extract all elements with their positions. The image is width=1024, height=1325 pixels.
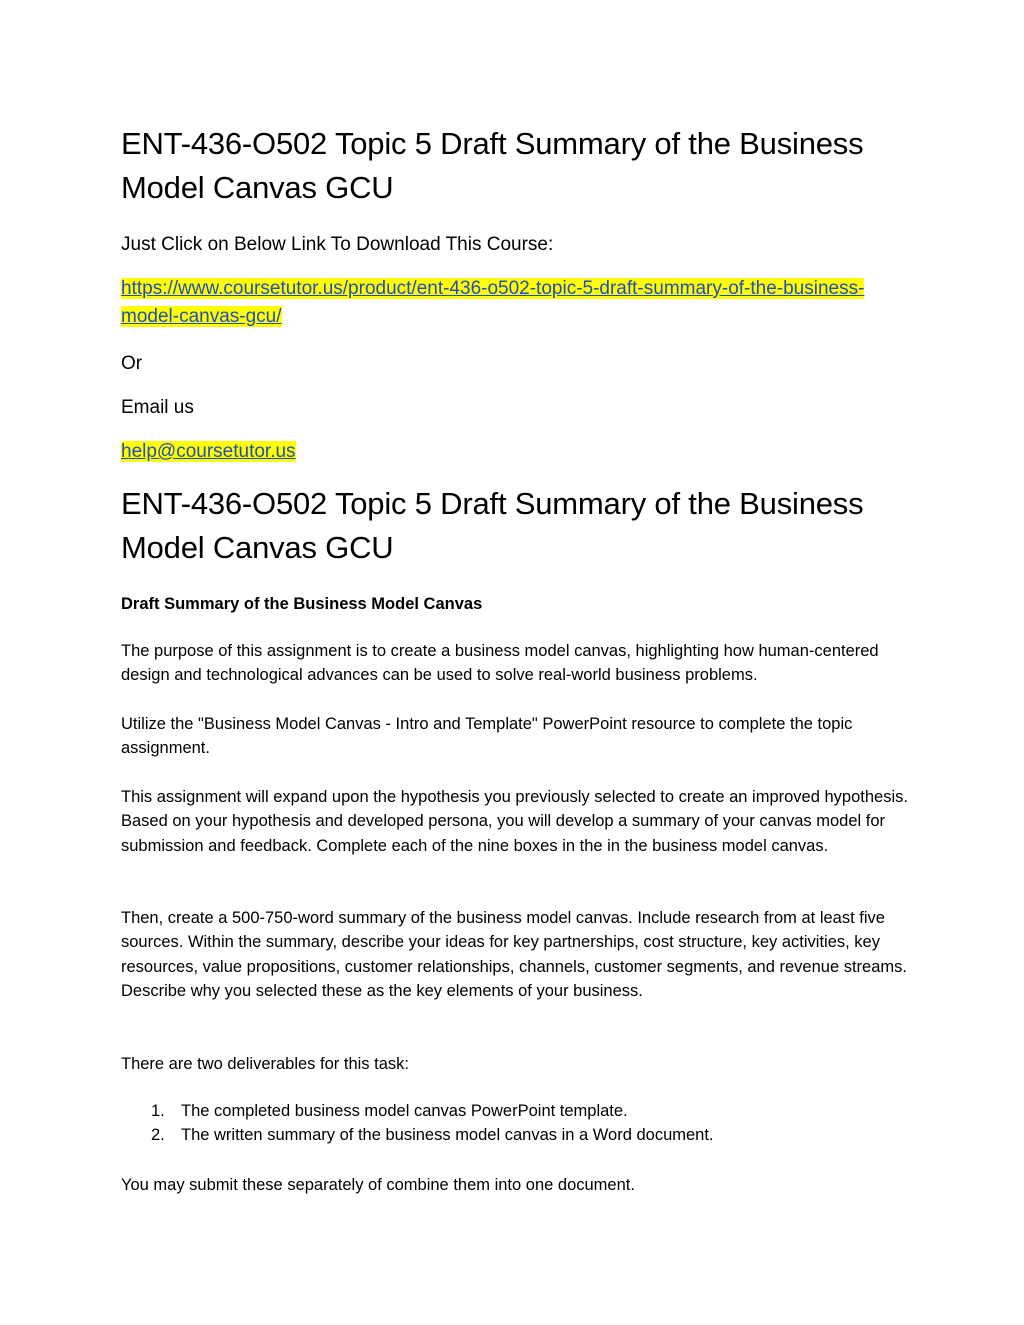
closing-paragraph: You may submit these separately of combine them into one document.: [121, 1176, 635, 1194]
product-link[interactable]: https://www.coursetutor.us/product/ent-436-o502-topic-5-draft-summary-of-the-business-model-canvas-gcu/: [121, 278, 865, 327]
email-label: Email us: [121, 397, 194, 418]
list-item-number: 1.: [151, 1102, 165, 1120]
list-item: [121, 1123, 911, 1147]
or-text: Or: [121, 353, 143, 374]
document-title-repeat: ENT-436-O502 Topic 5 Draft Summary of the Business Model Canvas GCU: [121, 486, 864, 565]
deliverables-list: [121, 1099, 911, 1148]
document-title: ENT-436-O502 Topic 5 Draft Summary of the Business Model Canvas GCU: [121, 126, 864, 205]
paragraph-summary: Then, create a 500-750-word summary of the business model canvas. Include research from at least five sources. Within the summary, describe your ideas for key partnerships, cost structure, key activities, key resources, value propositions, customer relationships, channels, customer segments, and revenue streams. Describe why you selected these as the key elements of your business.: [121, 909, 907, 1001]
paragraph-deliverables-intro: There are two deliverables for this task:: [121, 1055, 409, 1073]
list-item-text: The written summary of the business model canvas in a Word document.: [181, 1126, 714, 1145]
paragraph-purpose: The purpose of this assignment is to create a business model canvas, highlighting how human-centered design and technological advances can be used to solve real-world business problems.: [121, 642, 879, 685]
product-link-paragraph: [121, 275, 911, 331]
paragraph-utilize: Utilize the "Business Model Canvas - Intro and Template" PowerPoint resource to complete the topic assignment.: [121, 715, 853, 758]
section-subheading: Draft Summary of the Business Model Canvas: [121, 595, 483, 613]
email-link-paragraph: [121, 438, 911, 466]
email-link[interactable]: help@coursetutor.us: [121, 441, 296, 462]
list-item: [121, 1099, 911, 1123]
paragraph-hypothesis: This assignment will expand upon the hypothesis you previously selected to create an improved hypothesis. Based on your hypothesis and developed persona, you will develop a summary of your canvas model for submission and feedback. Complete each of the nine boxes in the in the business model canvas.: [121, 788, 908, 855]
list-item-text: The completed business model canvas PowerPoint template.: [181, 1102, 628, 1120]
list-item-number: 2.: [151, 1126, 165, 1145]
download-intro-text: Just Click on Below Link To Download This Course:: [121, 234, 554, 255]
